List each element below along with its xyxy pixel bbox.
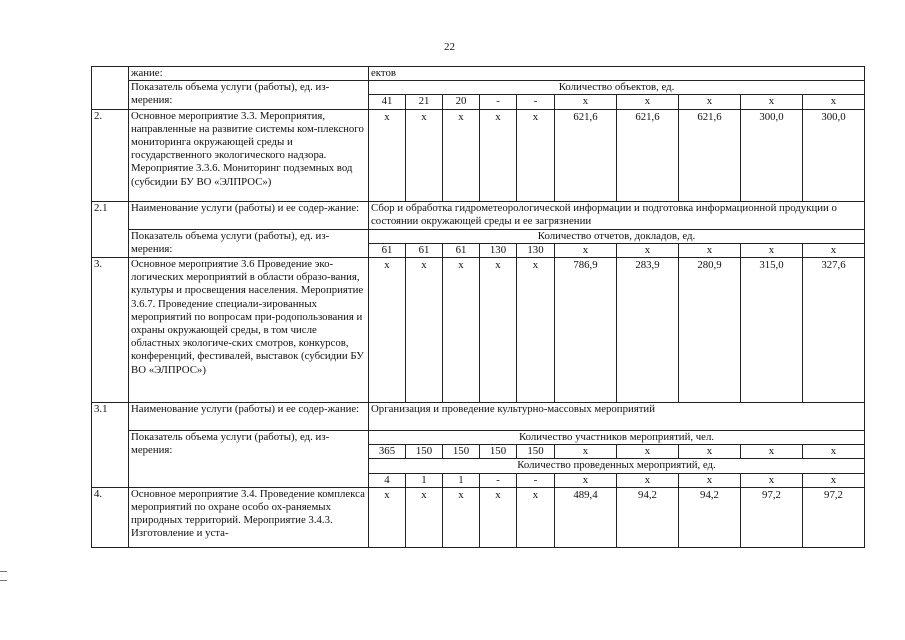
value-cell: 97,2: [803, 487, 865, 547]
row-number: 2.1: [92, 201, 129, 257]
value-cell: 1: [443, 473, 480, 487]
value-cell: x: [679, 473, 741, 487]
row-name: Показатель объема услуги (работы), ед. из-мерения:: [129, 431, 369, 488]
value-cell: x: [617, 243, 679, 257]
table-row: [92, 201, 865, 229]
value-cell: x: [741, 243, 803, 257]
program-table: [91, 66, 865, 548]
value-cell: x: [741, 473, 803, 487]
row-number: 2.: [92, 109, 129, 201]
value-cell: -: [517, 95, 555, 109]
row-name: Наименование услуги (работы) и ее содер-жание:: [129, 201, 369, 229]
value-cell: 283,9: [617, 258, 679, 403]
value-cell: 61: [406, 243, 443, 257]
value-cell: 97,2: [741, 487, 803, 547]
row-name: жание:: [129, 67, 369, 81]
value-cell: 21: [406, 95, 443, 109]
value-cell: x: [443, 109, 480, 201]
value-cell: -: [480, 473, 517, 487]
value-cell: 150: [517, 445, 555, 459]
table-row: [92, 81, 865, 95]
value-cell: x: [741, 445, 803, 459]
value-cell: x: [617, 95, 679, 109]
value-cell: 150: [480, 445, 517, 459]
value-cell: x: [369, 258, 406, 403]
table-row: [92, 403, 865, 431]
indicator-unit: Количество объектов, ед.: [369, 81, 865, 95]
value-cell: 786,9: [555, 258, 617, 403]
value-cell: x: [803, 473, 865, 487]
row-number: 3.1: [92, 403, 129, 488]
value-cell: 61: [369, 243, 406, 257]
row-number: 4.: [92, 487, 129, 547]
row-name: Основное мероприятие 3.4. Проведение комплекса мероприятий по охране особо ох-раняемых природных территорий. Мероприятие 3.4.3. Изготовление и уста-: [129, 487, 369, 547]
table-row: [92, 109, 865, 201]
table-row: [92, 487, 865, 547]
value-cell: x: [803, 243, 865, 257]
value-cell: x: [555, 95, 617, 109]
indicator-unit: Количество проведенных мероприятий, ед.: [369, 459, 865, 473]
value-cell: 621,6: [555, 109, 617, 201]
value-cell: 327,6: [803, 258, 865, 403]
value-cell: -: [480, 95, 517, 109]
value-cell: x: [369, 487, 406, 547]
value-cell: x: [480, 258, 517, 403]
row-content: Организация и проведение культурно-массовых мероприятий: [369, 403, 865, 431]
value-cell: x: [555, 243, 617, 257]
value-cell: x: [517, 487, 555, 547]
value-cell: 315,0: [741, 258, 803, 403]
value-cell: 130: [517, 243, 555, 257]
value-cell: 280,9: [679, 258, 741, 403]
value-cell: 300,0: [741, 109, 803, 201]
value-cell: x: [369, 109, 406, 201]
value-cell: x: [406, 109, 443, 201]
value-cell: x: [617, 473, 679, 487]
value-cell: x: [555, 445, 617, 459]
table-row: [92, 229, 865, 243]
value-cell: 41: [369, 95, 406, 109]
value-cell: x: [803, 95, 865, 109]
value-cell: 4: [369, 473, 406, 487]
row-name: Основное мероприятие 3.3. Мероприятия, направленные на развитие системы ком-плексного мониторинга окружающей среды и государственного экологического надзора. Мероприятие 3.3.6. Мониторинг подземных вод (субсидии БУ ВО «ЭЛПРОС»): [129, 109, 369, 201]
value-cell: 150: [443, 445, 480, 459]
value-cell: 150: [406, 445, 443, 459]
row-content: ектов: [369, 67, 865, 81]
value-cell: x: [443, 258, 480, 403]
indicator-unit: Количество отчетов, докладов, ед.: [369, 229, 865, 243]
value-cell: 621,6: [617, 109, 679, 201]
indicator-unit: Количество участников мероприятий, чел.: [369, 431, 865, 445]
value-cell: x: [443, 487, 480, 547]
table-row: [92, 67, 865, 81]
value-cell: x: [555, 473, 617, 487]
value-cell: 621,6: [679, 109, 741, 201]
value-cell: 300,0: [803, 109, 865, 201]
value-cell: x: [480, 487, 517, 547]
value-cell: 20: [443, 95, 480, 109]
row-content: Сбор и обработка гидрометеорологической информации и подготовка информационной продукции о состоянии окружающей среды и ее загрязнении: [369, 201, 865, 229]
page-number: 22: [444, 41, 455, 53]
row-name: Показатель объема услуги (работы), ед. из-мерения:: [129, 81, 369, 109]
value-cell: x: [406, 487, 443, 547]
value-cell: 94,2: [679, 487, 741, 547]
row-name: Наименование услуги (работы) и ее содер-жание:: [129, 403, 369, 431]
table-row: [92, 258, 865, 403]
value-cell: x: [617, 445, 679, 459]
value-cell: x: [679, 243, 741, 257]
value-cell: x: [679, 445, 741, 459]
value-cell: x: [480, 109, 517, 201]
value-cell: 130: [480, 243, 517, 257]
scan-mark: [0, 571, 7, 572]
row-name: Показатель объема услуги (работы), ед. из-мерения:: [129, 229, 369, 257]
value-cell: x: [741, 95, 803, 109]
value-cell: x: [517, 109, 555, 201]
value-cell: x: [406, 258, 443, 403]
value-cell: 94,2: [617, 487, 679, 547]
row-number: 3.: [92, 258, 129, 403]
scan-mark: [0, 580, 7, 581]
value-cell: -: [517, 473, 555, 487]
value-cell: 365: [369, 445, 406, 459]
value-cell: x: [517, 258, 555, 403]
value-cell: 61: [443, 243, 480, 257]
value-cell: 489,4: [555, 487, 617, 547]
row-number: [92, 67, 129, 110]
row-name: Основное мероприятие 3.6 Проведение эко-логических мероприятий в области образо-вания, культуры и просвещения населения. Мероприятие 3.6.7. Проведение специали-зированных мероприятий по вопросам при-родопользования и охраны окружающей среды, в том числе областных экологиче-ских смотров, конкурсов, конференций, фестивалей, выставок (субсидии БУ ВО «ЭЛПРОС»): [129, 258, 369, 403]
value-cell: 1: [406, 473, 443, 487]
value-cell: x: [679, 95, 741, 109]
value-cell: x: [803, 445, 865, 459]
table-row: [92, 431, 865, 445]
